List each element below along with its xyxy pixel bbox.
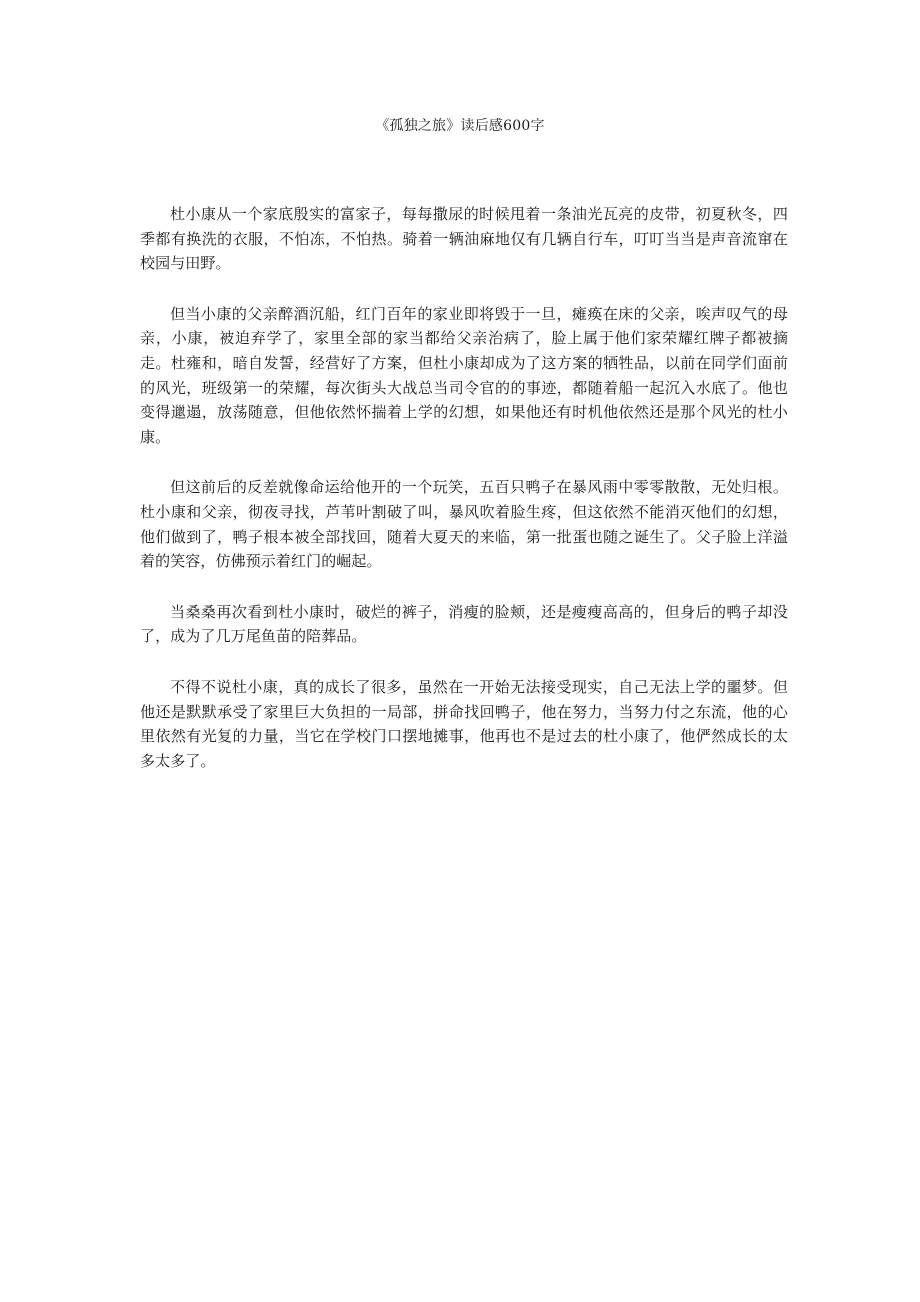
paragraph-4: 当桑桑再次看到杜小康时，破烂的裤子，消瘦的脸颊，还是瘦瘦高高的，但身后的鸭子却没了，成为了几万尾鱼苗的陪葬品。 [140, 602, 788, 646]
paragraph-3: 但这前后的反差就像命运给他开的一个玩笑，五百只鸭子在暴风雨中零零散散，无处归根。杜小康和父亲，彻夜寻找，芦苇叶割破了叫，暴风吹着脸生疼，但这依然不能消灭他们的幻想，他们做到了，鸭子根本被全部找回，随着大夏天的来临，第一批蛋也随之诞生了。父子脸上洋溢着的笑容，仿佛预示着红门的崛起。 [140, 478, 788, 571]
document-title: 《孤独之旅》读后感600字 [375, 118, 545, 134]
document-body [140, 202, 788, 799]
paragraph-2: 但当小康的父亲醉酒沉船，红门百年的家业即将毁于一旦，瘫痪在床的父亲，唉声叹气的母亲，小康，被迫弃学了，家里全部的家当都给父亲治病了，脸上属于他们家荣耀红牌子都被摘走。杜雍和，暗自发誓，经营好了方案，但杜小康却成为了这方案的牺牲品，以前在同学们面前的风光，班级第一的荣耀，每次街头大战总当司令官的的事迹，都随着船一起沉入水底了。他也变得邋遢，放荡随意，但他依然怀揣着上学的幻想，如果他还有时机他依然还是那个风光的杜小康。 [140, 304, 788, 446]
paragraph-1: 杜小康从一个家底殷实的富家子，每每撒尿的时候甩着一条油光瓦亮的皮带，初夏秋冬，四季都有换洗的衣服，不怕冻，不怕热。骑着一辆油麻地仅有几辆自行车，叮叮当当是声音流窜在校园与田野。 [140, 205, 788, 273]
paragraph-5: 不得不说杜小康，真的成长了很多，虽然在一开始无法接受现实，自己无法上学的噩梦。但他还是默默承受了家里巨大负担的一局部，拼命找回鸭子，他在努力，当努力付之东流，他的心里依然有光复的力量，当它在学校门口摆地摊事，他再也不是过去的杜小康了，他俨然成长的太多太多了。 [140, 677, 788, 770]
